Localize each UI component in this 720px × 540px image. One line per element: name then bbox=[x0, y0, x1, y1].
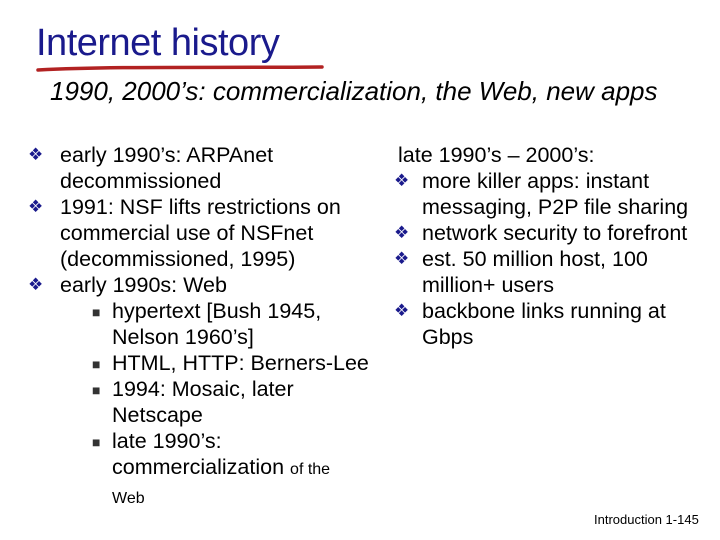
diamond-bullet-icon: ❖ bbox=[28, 145, 44, 164]
diamond-bullet-icon: ❖ bbox=[394, 249, 410, 268]
subbullet-html-http: ■ HTML, HTTP: Berners-Lee bbox=[92, 351, 369, 375]
bullet-network-security: ❖ network security to forefront bbox=[394, 221, 688, 245]
slide-footer: Introduction 1-145 bbox=[594, 512, 699, 527]
slide-subtitle: 1990, 2000’s: commercialization, the Web, new apps bbox=[50, 76, 658, 106]
square-bullet-icon: ■ bbox=[92, 434, 101, 450]
subbullet-hypertext: ■ hypertext [Bush 1945, Nelson 1960’s] bbox=[92, 299, 322, 349]
diamond-bullet-icon: ❖ bbox=[28, 275, 44, 294]
bullet-hosts-users: ❖ est. 50 million host, 100 million+ users bbox=[394, 247, 648, 297]
bullet-backbone: ❖ backbone links running at Gbps bbox=[394, 299, 666, 349]
title-underline bbox=[36, 62, 326, 74]
bullet-nsf: ❖ 1991: NSF lifts restrictions on commercial use of NSFnet (decommissioned, 1995) bbox=[28, 195, 341, 271]
subbullet-commercialization: ■ late 1990’s: commercialization of the Web bbox=[92, 429, 331, 507]
bullet-killer-apps: ❖ more killer apps: instant messaging, P2P file sharing bbox=[394, 169, 689, 219]
diamond-bullet-icon: ❖ bbox=[394, 223, 410, 242]
square-bullet-icon: ■ bbox=[92, 382, 101, 398]
square-bullet-icon: ■ bbox=[92, 304, 101, 320]
slide-title: Internet history bbox=[36, 22, 280, 64]
right-column bbox=[384, 142, 704, 350]
bullet-arpanet: ❖ early 1990’s: ARPAnet decommissioned bbox=[28, 143, 274, 193]
diamond-bullet-icon: ❖ bbox=[394, 301, 410, 320]
diamond-bullet-icon: ❖ bbox=[394, 171, 410, 190]
left-column bbox=[28, 142, 388, 512]
right-heading: late 1990’s – 2000’s: bbox=[398, 143, 595, 167]
diamond-bullet-icon: ❖ bbox=[28, 197, 44, 216]
square-bullet-icon: ■ bbox=[92, 356, 101, 372]
subbullet-mosaic: ■ 1994: Mosaic, later Netscape bbox=[92, 377, 294, 427]
bullet-web: ❖ early 1990s: Web bbox=[28, 273, 227, 297]
